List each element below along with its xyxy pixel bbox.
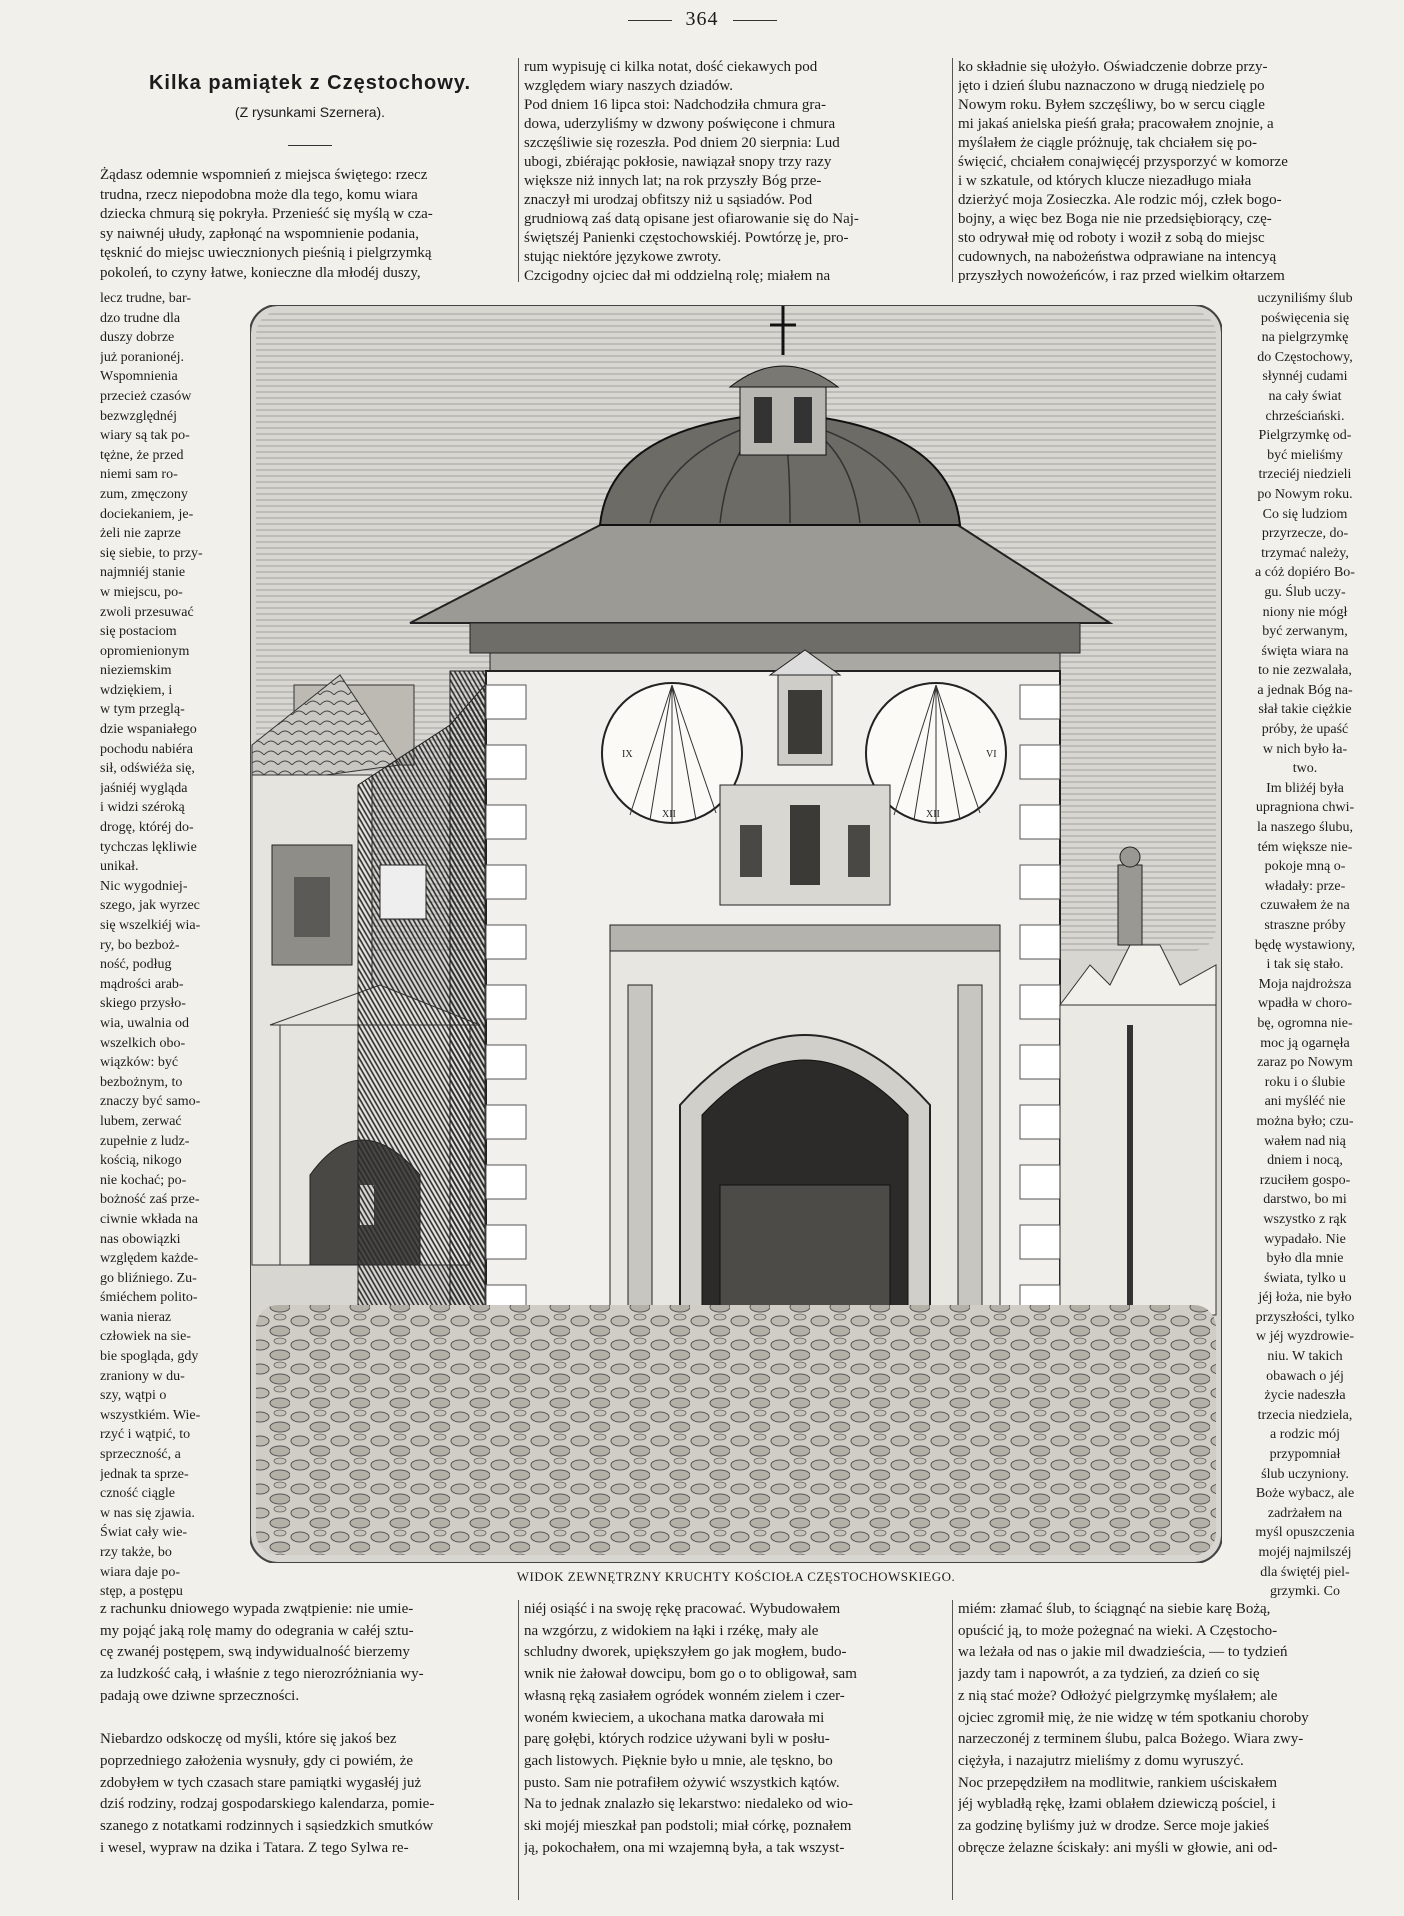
text-column-middle-top: rum wypisuję ci kilka notat, dość ciekawych pod względem wiary naszych dziadów. Pod dniem 16 lipca stoi: Nadchodziła chmura gra- dowa, uderzyliśmy w dzwony poświęcone i chmura szczęśliwie się rozeszła. Pod dniem 20 sierpnia: Lud ubogi, zbiérając pokłosie, nawiązał snopy trzy razy większe niż innych lat; na rok przyszły Bóg prze- znaczył mi urodzaj obfitszy niż u sąsiadów. Pod grudniową zaś datą opisane jest ofiarowanie się do Naj- świętszéj Panienki częstochowskiéj. Powtórzę je, pro- stując niektóre językowe zwroty. Czcigodny ojciec dał mi oddzielną rolę; miałem na [524,59,859,284]
article-subtitle: (Z rysunkami Szernera). [234,104,386,120]
text-column-left-top: Żądasz odemnie wspomnień z miejsca świętego: rzecz trudna, rzecz niepodobna może dla tego, komu wiara dziecka chmurą się pokryła. Przenieść się myślą w cza- sy naiwnéj ułudy, zapłonąć na wspomnienie podania, tęsknić do miejsc uwiecznionych pieśnią i pielgrzymką pokoleń, to czyny łatwe, konieczne dla młodéj duszy, [100,167,433,281]
column-rule [952,1600,953,1900]
title-rule [288,145,332,146]
text-column-right-narrow: uczyniliśmy ślub poświęcenia się na pielgrzymkę do Częstochowy, słynnéj cudami na cały świat chrześciański. Pielgrzymkę od- być mieliśmy trzeciéj niedzieli po Nowym roku. Co się ludziom przyrzecze, do- trzymać należy, a cóż dopiéro Bo- gu. Ślub uczy- niony nie mógł być zerwanym, święta wiara na to nie zezwalała, a jednak Bóg na- słał takie ciężkie próby, że upaść w nich było ła- two. Im bliżéj była upragniona chwi- la naszego ślubu, tém większe nie- pokoje mną o- władały: prze- czuwałem że na straszne próby będę wystawiony, i tak się stało. Moja najdroższa wpadła w choro- bę, ogromna nie- moc ją ogarnęła zaraz po Nowym roku i o ślubie ani myśléć nie można było; czu- wałem nad nią dniem i nocą, rzuciłem gospo- darstwo, bo mi wszystko z rąk wypadało. Nie było dla mnie świata, tylko u jéj łoża, nie było przyszłości, tylko w jéj wyzdrowie- niu. W takich obawach o jéj życie nadeszła trzecia niedziela, a rodzic mój przypomniał ślub uczyniony. Boże wybacz, ale zadrżałem na myśl opuszczenia mojéj najmilszéj dla świętéj piel- grzymki. Co [1254,291,1356,1599]
engraving-church-porch [250,305,1222,1563]
page-number-dash [628,20,672,21]
text-column-bottom-left: z rachunku dniowego wypada zwątpienie: nie umie- my pojąć jaką rolę mamy do odegrania w całéj sztu- cę zwanéj postępem, swą indywidualność bierzemy za ludzkość całą, i właśnie z tego nierozróżniania wy- padają owe dziwne sprzeczności. Niebardzo odskoczę od myśli, które się jakoś bez poprzedniego założenia wysnuły, gdy ci powiém, że zdobyłem w tych czasach stare pamiątki wygasłéj już dziś rodziny, rodzaj gospodarskiego kalendarza, pomie- szanego z notatkami rodzinnych i sąsiedzkich smutków i wesel, wypraw na dzika i Tatara. Z tego Sylwa re- [100,1601,435,1856]
sundial-left-numeral: IX [622,749,633,760]
column-rule [518,58,519,282]
text-column-left-narrow: lecz trudne, bar- dzo trudne dla duszy dobrze już poranionéj. Wspomnienia przecież czasów bezwzględnéj wiary są tak po- tężne, że przed niemi sam ro- zum, zmęczony dociekaniem, je- żeli nie zaprze się siebie, to przy- najmniéj stanie w miejscu, po- zwoli przesuwać się postaciom opromienionym nieziemskim wdziękiem, i w tym przeglą- dzie wspaniałego pochodu nabiéra sił, odświéża się, jaśniéj wygląda i widzi széroką drogę, któréj do- tychczas lękliwie unikał. Nic wygodniej- szego, jak wyrzec się wszelkiéj wia- ry, bo bezboż- ność, podług mądrości arab- skiego przysło- wia, uwalnia od wszelkich obo- wiązków: być bezbożnym, to znaczy być samo- lubem, zerwać zupełnie z ludz- kością, nikogo nie kochać; po- bożność zaś prze- ciwnie wkłada na nas obowiązki względem każde- go bliźniego. Zu- śmiéchem polito- wania nieraz człowiek na sie- bie spogląda, gdy zraniony w du- szy, wątpi o wszystkiém. Wie- rzyć i wątpić, to sprzeczność, a jednak ta sprze- czność ciągle w nas się zjawia. Świat cały wie- rzy także, bo wiara daje po- stęp, a postępu [100,291,203,1599]
illustration-caption: WIDOK ZEWNĘTRZNY KRUCHTY KOŚCIOŁA CZĘSTOCHOWSKIEGO. [516,1569,956,1584]
page-number-value: 364 [685,8,719,30]
statue [1118,865,1142,945]
sundial-left-numeral: XII [662,809,676,820]
page-number [0,8,1404,31]
page-number-dash [733,20,777,21]
sundial-right-numeral: VI [986,749,997,760]
text-column-bottom-right: miém: złamać ślub, to ściągnąć na siebie karę Bożą, opuścić ją, to może pożegnać na wieki. A Częstocho- wa leżała od nas o jakie mil dwadzieścia, — to tydzień jazdy tam i napowrót, a za tydzień, za dzień co się z nią stać może? Odłożyć pielgrzymkę myślałem; ale ojciec zgromił mię, że nie widzę w tém spotkaniu choroby narzeczonéj z terminem ślubu, palca Bożego. Wiara zwy- ciężyła, i nazajutrz mieliśmy z domu wyruszyć. Noc przepędziłem na modlitwie, rankiem uściskałem jéj wybladłą rękę, łzami oblałem dziewiczą pościel, i za godzinę byliśmy już w drodze. Serce moje jakieś obręcze żelazne ściskały: ani myśli w głowie, ani od- [958,1601,1309,1856]
text-column-bottom-middle: niéj osiąść i na swoję rękę pracować. Wybudowałem na wzgórzu, z widokiem na łąki i rzékę, mały ale schludny dworek, upiększyłem go jak mogłem, budo- wnik nie żałował dowcipu, bom go o to obligował, sam własną ręką zasiałem ogródek wonném zielem i czer- woném kwieciem, a ukochana matka darowała mi parę gołębi, których rodzice używani byli w posłu- gach listowych. Pięknie było u mnie, ale tęskno, bo pusto. Sam nie potrafiłem ożywić wszystkich kątów. Na to jednak znalazło się lekarstwo: niedaleko od wio- ski mojéj mieszkał pan podstoli; miał córkę, poznałem ją, pokochałem, ona mi wzajemną była, a tak wszyst- [524,1601,857,1856]
sundial-right-numeral: XII [926,809,940,820]
article-title: Kilka pamiątek z Częstochowy. [148,72,472,94]
column-rule [952,58,953,282]
text-column-right-top: ko składnie się ułożyło. Oświadczenie dobrze przy- jęto i dzień ślubu naznaczono w drugą niedzielę po Nowym roku. Byłem szczęśliwy, bo w sercu ciągle mi jakaś anielska pieśń grała; pracowałem znojnie, a myślałem że ciągle próżnuję, tak chciałem się po- święcić, chciałem conajwięcéj przysporzyć w komorze i w szkatule, od których klucze niezadługo miała dzierżyć moja Zosieczka. Ale rodzic mój, człek bogo- bojny, a więc bez Boga nie nie przedsiębiorący, czę- sto odrywał mię od roboty i woził z sobą do miejsc cudownych, na nabożeństwa odprawiane na intencyą przyszłych nowożeńców, i raz przed wielkim ołtarzem [958,59,1288,284]
cobblestone-square [256,1305,1216,1555]
column-rule [518,1600,519,1900]
